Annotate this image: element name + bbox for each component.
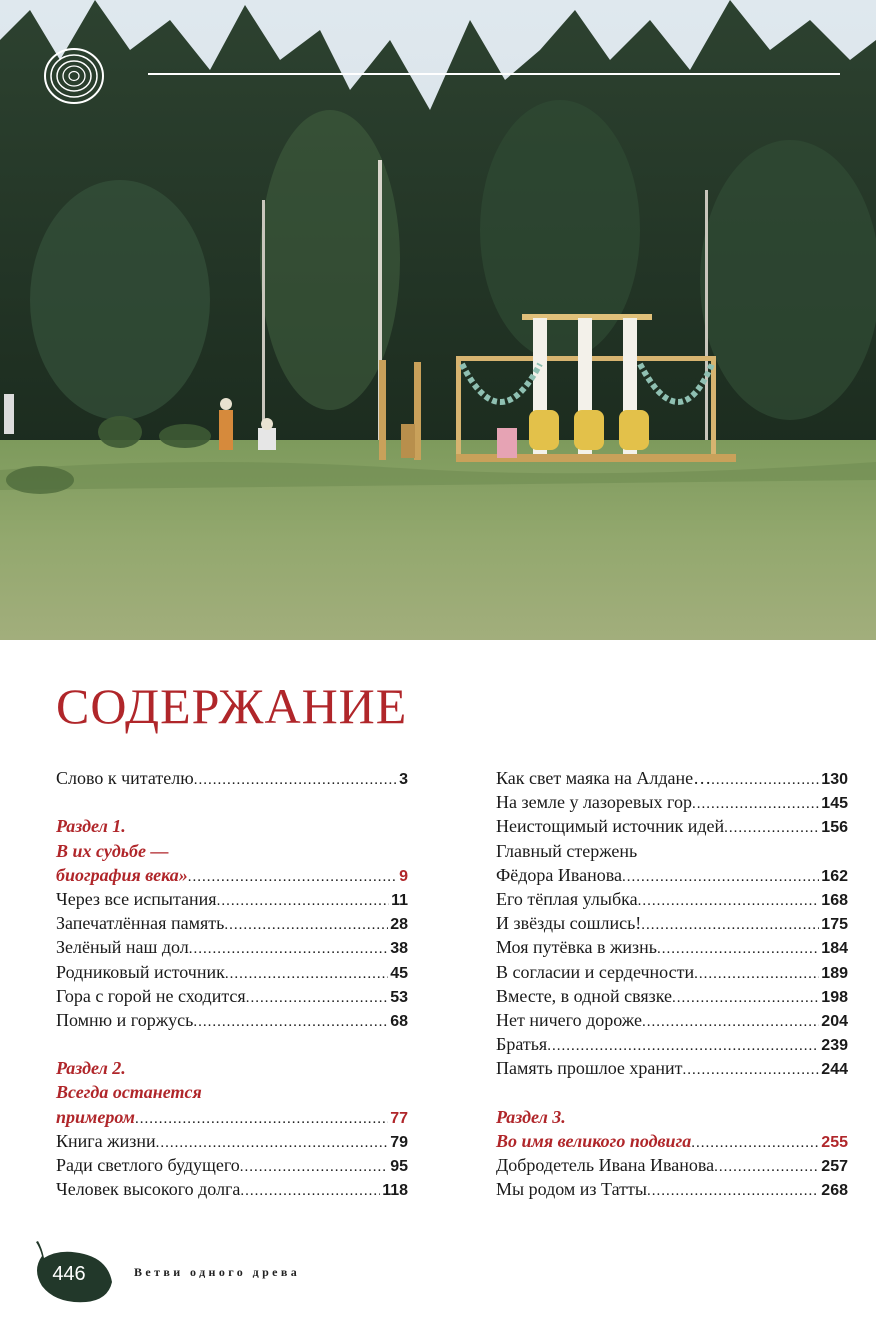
toc-leader-dots	[217, 889, 390, 913]
toc-entry-page: 257	[821, 1158, 848, 1175]
toc-entry-title: Гора с горой не сходится	[56, 985, 246, 1006]
toc-entry-page: 184	[821, 940, 848, 958]
toc-leader-dots	[711, 768, 819, 792]
toc-entry[interactable]	[496, 766, 848, 790]
toc-entry-title: Фёдора Иванова	[496, 864, 622, 885]
running-title: Ветви одного древа	[134, 1265, 301, 1279]
toc-section-heading: Раздел 1.	[56, 816, 126, 837]
toc-entry-title: Мы родом из Татты	[496, 1179, 647, 1200]
toc-entry-title: На земле у лазоревых гор	[496, 792, 692, 813]
toc-title: СОДЕРЖАНИЕ	[56, 678, 408, 734]
toc-entry-title: Помню и горжусь	[56, 1009, 194, 1030]
toc-leader-dots	[724, 816, 819, 840]
toc-leader-dots	[547, 1034, 819, 1058]
toc-spacer	[496, 1080, 848, 1104]
toc-leader-dots	[225, 962, 388, 986]
toc-leader-dots	[683, 1058, 820, 1082]
toc-entry-title: Память прошлое хранит	[496, 1058, 683, 1079]
toc-entry[interactable]	[496, 863, 848, 887]
toc-entry-title: примером	[56, 1106, 135, 1127]
toc-spacer	[56, 1032, 408, 1056]
toc-entry[interactable]	[56, 887, 408, 911]
toc-leader-dots	[188, 865, 397, 889]
toc-leader-dots	[691, 1131, 819, 1155]
toc-entry-page: 28	[390, 916, 408, 934]
toc-leader-dots	[193, 1010, 388, 1034]
toc-entry-title: В согласии и сердечности	[496, 961, 695, 982]
toc-leader-dots	[638, 889, 820, 913]
toc-leader-dots	[240, 1179, 380, 1203]
toc-entry-page: 244	[821, 1061, 848, 1079]
toc-entry-title: Слово к читателю	[56, 768, 194, 788]
toc-section-heading: Раздел 2.	[56, 1058, 126, 1079]
toc-spacer	[56, 790, 408, 814]
toc-leader-dots	[672, 986, 819, 1010]
toc-entry-page: 145	[821, 795, 848, 813]
toc-entry-title: Книга жизни	[56, 1130, 156, 1151]
toc-entry[interactable]	[496, 887, 848, 911]
toc-entry[interactable]	[496, 814, 848, 838]
toc-entry-title: Родниковый источник	[56, 961, 225, 982]
toc-entry-page: 45	[390, 964, 408, 982]
toc-leader-dots	[641, 913, 819, 937]
toc-entry[interactable]	[496, 935, 848, 959]
toc-entry-title: Ради светлого будущего	[56, 1155, 240, 1175]
toc-entry-page: 95	[390, 1158, 408, 1175]
toc-entry[interactable]	[496, 1177, 848, 1201]
toc-section-heading: Всегда останется	[56, 1082, 202, 1103]
toc-leader-dots	[622, 865, 819, 889]
toc-leader-dots	[240, 1155, 388, 1179]
toc-entry[interactable]	[496, 1008, 848, 1032]
toc-entry-title: Во имя великого подвига	[496, 1130, 692, 1151]
toc-leader-dots	[657, 937, 819, 961]
page-number: 446	[52, 1263, 86, 1285]
toc-leader-dots	[647, 1179, 819, 1203]
toc-leader-dots	[692, 792, 819, 816]
toc-entry-title: Нет ничего дороже	[496, 1009, 642, 1030]
toc-entry[interactable]	[496, 1032, 848, 1056]
toc-entry-page: 189	[821, 964, 848, 982]
toc-entry-title: Зелёный наш дол	[56, 937, 189, 958]
toc-entry-page: 255	[821, 1133, 848, 1151]
toc-section-heading: В их судьбе —	[56, 840, 169, 861]
toc-entry[interactable]	[56, 960, 408, 984]
toc-entry-title: Человек высокого долга	[56, 1179, 241, 1200]
toc-entry-page: 79	[390, 1133, 408, 1151]
toc-leader-dots	[224, 913, 388, 937]
header-photo	[0, 0, 876, 640]
toc-entry-title: Через все испытания	[56, 888, 217, 909]
toc-entry-page: 9	[399, 867, 408, 885]
toc-entry-title: биография века»	[56, 864, 188, 885]
toc-entry[interactable]	[56, 1153, 408, 1177]
toc-entry[interactable]	[56, 984, 408, 1008]
toc-column-right	[496, 766, 848, 1201]
toc-entry-line: Главный стержень	[496, 840, 638, 861]
toc-entry-page: 38	[390, 940, 408, 958]
toc-entry-page: 156	[821, 819, 848, 837]
toc-entry[interactable]	[56, 1105, 408, 1129]
toc-column-left	[56, 766, 408, 1201]
toc-entry-title: Вместе, в одной связке	[496, 985, 673, 1006]
toc-entry[interactable]	[56, 911, 408, 935]
toc-entry-page: 204	[821, 1012, 848, 1030]
toc-entry-page: 68	[390, 1012, 408, 1030]
toc-entry-page: 11	[391, 891, 408, 909]
tree-ring-icon	[40, 44, 108, 108]
toc-entry-title: Братья	[496, 1034, 548, 1055]
toc-entry-page: 118	[382, 1182, 408, 1200]
toc-entry-page: 198	[821, 988, 848, 1006]
toc-entry-title: Как свет маяка на Алдане…	[496, 768, 712, 788]
toc-leader-dots	[194, 768, 397, 792]
toc-leader-dots	[135, 1107, 388, 1131]
toc-entry-page: 77	[390, 1109, 408, 1127]
toc-entry[interactable]	[56, 766, 408, 790]
toc-entry[interactable]	[496, 790, 848, 814]
toc-entry-title: Добродетель Ивана Иванова	[496, 1155, 715, 1175]
toc-leader-dots	[694, 962, 819, 986]
toc-section-heading: Раздел 3.	[496, 1106, 566, 1127]
toc-entry-title: Моя путёвка в жизнь	[496, 937, 657, 958]
toc-entry[interactable]	[496, 984, 848, 1008]
toc-leader-dots	[189, 937, 388, 961]
toc-entry-page: 175	[821, 916, 848, 934]
toc-entry-title: Запечатлённая память	[56, 913, 225, 934]
toc-entry[interactable]	[496, 960, 848, 984]
toc-leader-dots	[642, 1010, 819, 1034]
toc-leader-dots	[714, 1155, 819, 1179]
toc-entry[interactable]	[496, 1153, 848, 1177]
toc-entry-page: 130	[821, 771, 848, 788]
toc-entry[interactable]	[496, 1129, 848, 1153]
toc-entry-page: 239	[821, 1037, 848, 1055]
toc-entry-page: 3	[399, 771, 408, 788]
toc-entry[interactable]	[56, 1008, 408, 1032]
toc-entry-page: 162	[821, 867, 848, 885]
toc-entry-page: 53	[390, 988, 408, 1006]
toc-entry-title: И звёзды сошлись!	[496, 913, 642, 934]
toc-entry-page: 268	[821, 1182, 848, 1200]
toc-entry[interactable]	[56, 863, 408, 887]
toc-leader-dots	[156, 1131, 389, 1155]
toc-entry[interactable]	[56, 935, 408, 959]
toc-entry-page: 168	[821, 891, 848, 909]
toc-entry[interactable]	[56, 1129, 408, 1153]
toc-entry[interactable]	[496, 911, 848, 935]
toc-leader-dots	[246, 986, 389, 1010]
toc-entry[interactable]	[496, 1056, 848, 1080]
toc-entry[interactable]	[56, 1177, 408, 1201]
toc-entry-title: Его тёплая улыбка	[496, 888, 638, 909]
toc-entry-title: Неистощимый источник идей	[496, 816, 725, 837]
